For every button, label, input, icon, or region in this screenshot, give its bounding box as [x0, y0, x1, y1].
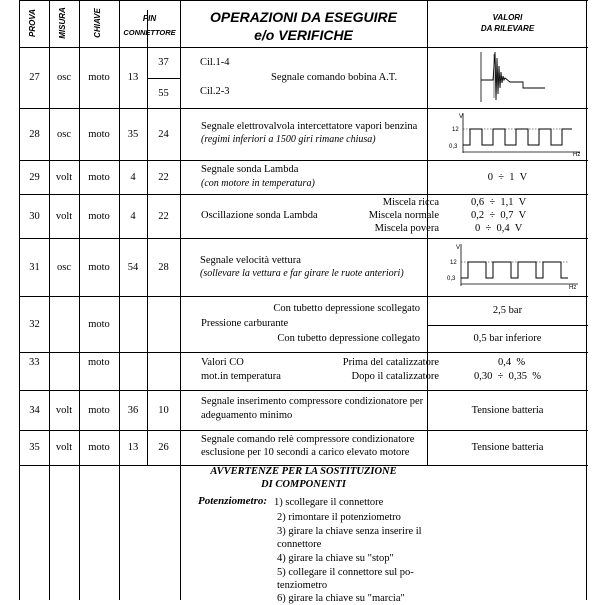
cil-1-4: Cil.1-4	[200, 57, 230, 68]
potenziometro-label: Potenziometro:	[198, 495, 268, 507]
connettore-30: 22	[158, 210, 169, 222]
header-misura: MISURA	[58, 7, 67, 39]
chiave-27: moto	[88, 72, 110, 83]
header-pin: PIN	[142, 14, 157, 23]
pin-34: 36	[127, 404, 139, 416]
axis-hz-label: Hz	[569, 285, 577, 291]
chiave-32: moto	[88, 318, 110, 330]
value-30-normale: 0,2 ÷ 0,7 V	[471, 210, 527, 221]
note-28: (regimi inferiori a 1500 giri rimane chiusa)	[201, 134, 376, 145]
desc-32: Pressione carburante	[201, 318, 289, 329]
misura-35: volt	[55, 442, 73, 453]
value-32-collegato: 0,5 bar inferiore	[473, 333, 542, 344]
warning-title: AVVERTENZE PER LA SOSTITUZIONE	[210, 466, 397, 477]
connettore-28: 24	[158, 128, 169, 140]
header-prova: PROVA	[28, 9, 37, 37]
misura-30: volt	[55, 210, 73, 222]
misura-29: volt	[55, 171, 73, 183]
desc-35-b: esclusione per 10 secondi a carico elevato motore	[201, 447, 410, 458]
prova-33: 33	[29, 357, 40, 368]
pin-28: 35	[127, 128, 139, 140]
chiave-33: moto	[88, 357, 110, 368]
axis-hz-label: Hz	[573, 152, 581, 158]
value-29: 0 ÷ 1 V	[487, 171, 528, 183]
desc-34-a: Segnale inserimento compressore condizionatore per	[201, 396, 424, 407]
axis-v-label: V	[456, 245, 461, 251]
step-5: 5) collegare il connettore sul po-	[277, 567, 414, 578]
page-subtitle: e/o VERIFICHE	[254, 27, 353, 43]
desc-34-b: adeguamento minimo	[201, 410, 293, 421]
desc-27: Segnale comando bobina A.T.	[271, 72, 398, 83]
warning-subtitle: DI COMPONENTI	[261, 479, 346, 490]
waveform-square-31	[447, 242, 586, 292]
note-31: (sollevare la vettura e far girare le ruote anteriori)	[200, 268, 404, 279]
pin-29: 4	[130, 171, 136, 183]
connettore-29: 22	[158, 171, 169, 183]
value-35: Tensione batteria	[471, 442, 544, 453]
sample-dopo: Dopo il catalizzatore	[351, 371, 439, 382]
pin-27: 13	[127, 72, 139, 83]
condition-scollegato: Con tubetto depressione scollegato	[273, 303, 420, 314]
col-divider	[119, 465, 120, 600]
chiave-31: moto	[88, 261, 110, 273]
desc-33-a: Valori CO	[201, 357, 244, 368]
connettore-27a: 37	[158, 57, 169, 68]
row-divider	[20, 352, 588, 353]
axis-12-label: 12	[452, 127, 459, 133]
prova-31: 31	[29, 261, 40, 273]
miscela-povera: Miscela povera	[374, 223, 439, 234]
waveform-square-28	[449, 111, 587, 158]
value-30-povera: 0 ÷ 0,4 V	[475, 223, 523, 234]
value-30-ricca: 0,6 ÷ 1,1 V	[471, 197, 527, 208]
step-5-cont: tenziometro	[277, 580, 328, 591]
miscela-normale: Miscela normale	[368, 210, 439, 221]
miscela-ricca: Miscela ricca	[382, 197, 439, 208]
axis-03-label: 0,3	[449, 144, 458, 150]
chiave-28: moto	[88, 128, 110, 140]
desc-35-a: Segnale comando relè compressore condizionatore	[201, 434, 415, 445]
condition-collegato: Con tubetto depressione collegato	[277, 333, 420, 344]
connettore-35: 26	[158, 442, 169, 453]
waveform-ignition	[475, 50, 575, 106]
prova-35: 35	[29, 442, 40, 453]
connettore-27b: 55	[158, 87, 169, 99]
col-divider	[180, 0, 181, 465]
value-33-prima: 0,4 %	[498, 357, 526, 368]
note-29: (con motore in temperatura)	[201, 178, 315, 189]
axis-03-label: 0,3	[447, 276, 456, 282]
prova-30: 30	[29, 210, 40, 222]
axis-12-label: 12	[450, 260, 457, 266]
prova-27: 27	[29, 72, 40, 83]
chiave-30: moto	[88, 210, 110, 222]
header-chiave: CHIAVE	[93, 8, 102, 38]
value-34: Tensione batteria	[471, 404, 544, 416]
connettore-31: 28	[158, 261, 169, 273]
misura-27: osc	[57, 72, 71, 83]
pin-35: 13	[127, 442, 139, 453]
test-table	[19, 0, 587, 604]
sample-prima: Prima del catalizzatore	[342, 357, 439, 368]
page-title: OPERAZIONI DA ESEGUIRE	[210, 9, 397, 25]
desc-31: Segnale velocità vettura	[200, 255, 301, 266]
step-3: 3) girare la chiave senza inserire il	[277, 526, 422, 537]
step-2: 2) rimontare il potenziometro	[277, 512, 401, 523]
prova-32: 32	[29, 318, 40, 330]
step-3-cont: connettore	[277, 539, 322, 550]
connettore-34: 10	[158, 404, 169, 416]
chiave-34: moto	[88, 404, 110, 416]
cil-2-3: Cil.2-3	[200, 86, 230, 97]
desc-28: Segnale elettrovalvola intercettatore vapori benzina	[201, 121, 418, 132]
pin-30: 4	[130, 210, 136, 222]
header-da-rilevare: DA RILEVARE	[480, 24, 535, 33]
pin-31: 54	[127, 261, 139, 273]
misura-31: osc	[57, 261, 71, 273]
misura-28: osc	[57, 128, 71, 140]
row-divider	[20, 0, 588, 1]
desc-33-b: mot.in temperatura	[201, 371, 281, 382]
value-32-scollegato: 2,5 bar	[492, 305, 523, 316]
chiave-35: moto	[88, 442, 110, 453]
value-33-dopo: 0,30 ÷ 0,35 %	[474, 371, 542, 382]
prova-28: 28	[29, 128, 40, 140]
desc-30: Oscillazione sonda Lambda	[201, 210, 318, 221]
prova-34: 34	[29, 404, 40, 416]
prova-29: 29	[29, 171, 40, 183]
axis-v-label: V	[459, 114, 464, 120]
step-1: 1) scollegare il connettore	[274, 497, 384, 508]
desc-29: Segnale sonda Lambda	[201, 164, 299, 175]
step-6: 6) girare la chiave su "marcia"	[277, 593, 405, 604]
step-4: 4) girare la chiave su "stop"	[277, 553, 394, 564]
header-valori: VALORI	[492, 13, 523, 22]
misura-34: volt	[55, 404, 73, 416]
chiave-29: moto	[88, 171, 110, 183]
header-connettore: CONNETTORE	[123, 28, 176, 37]
